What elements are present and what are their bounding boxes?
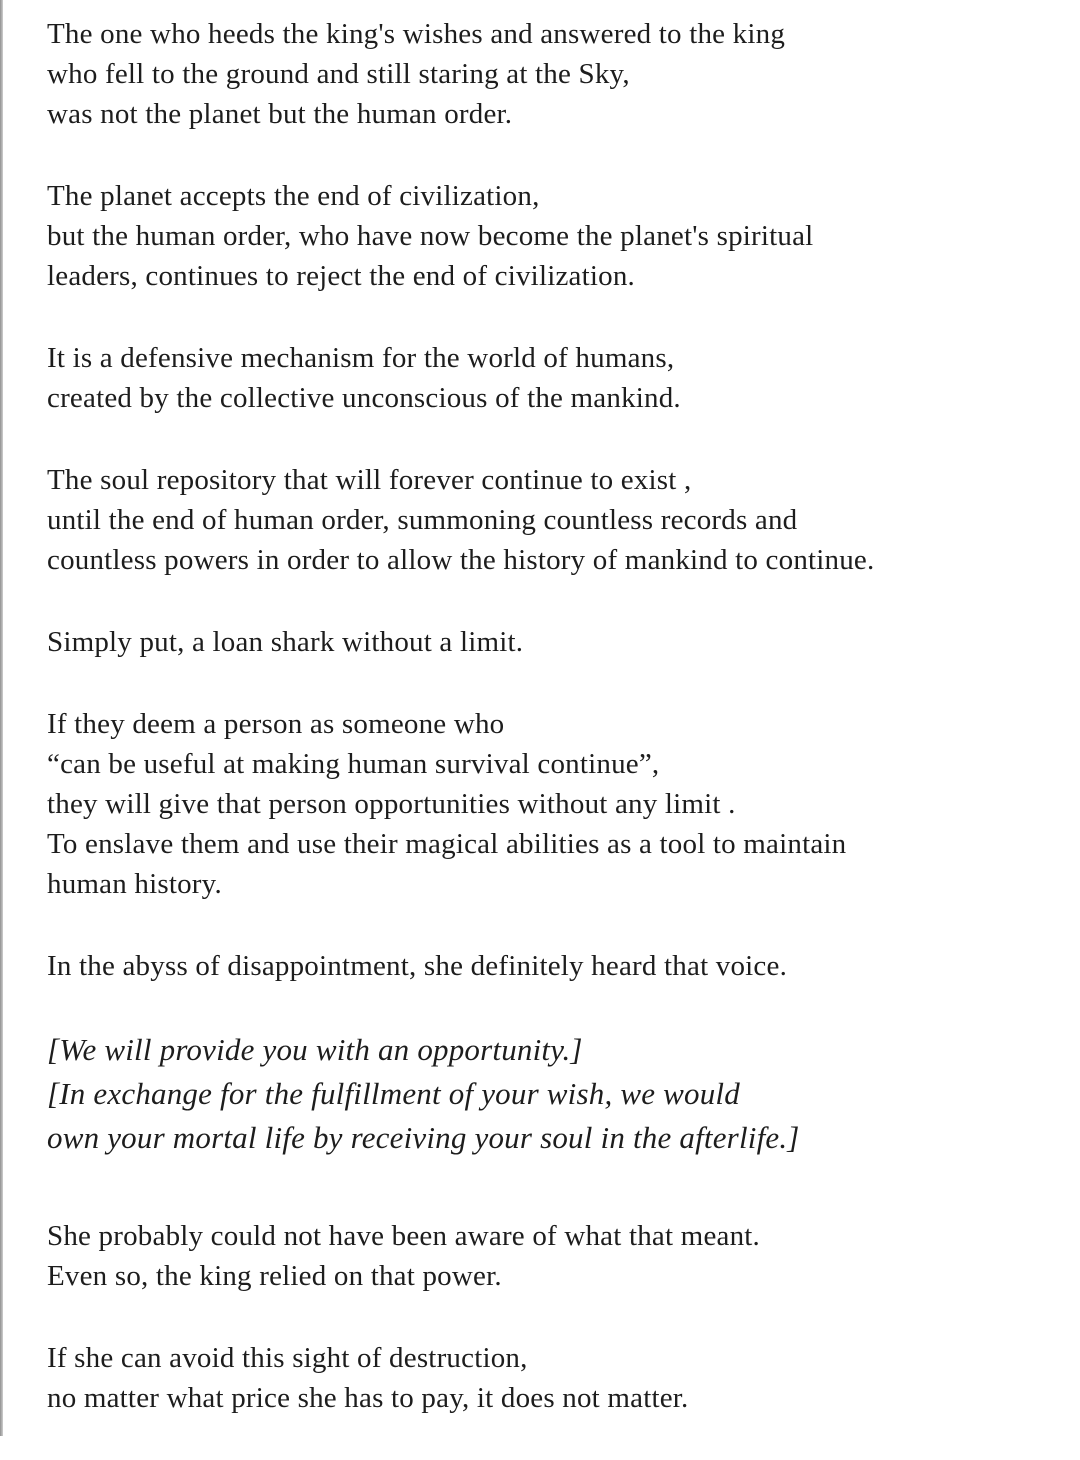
text-line: Even so, the king relied on that power. [47,1260,502,1292]
text-line: [In exchange for the fulfillment of your wish, we would [47,1076,740,1111]
paragraph [47,946,1050,986]
text-line: human history. [47,868,222,900]
text-line: [We will provide you with an opportunity.] [47,1032,583,1067]
text-line: To enslave them and use their magical abilities as a tool to maintain [47,828,847,860]
text-line: they will give that person opportunities without any limit . [47,788,736,820]
text-line: own your mortal life by receiving your soul in the afterlife.] [47,1120,800,1155]
text-line: If they deem a person as someone who [47,708,505,740]
text-line: who fell to the ground and still staring at the Sky, [47,58,630,90]
paragraph [47,14,1050,134]
text-line: until the end of human order, summoning countless records and [47,504,798,536]
quote-paragraph [47,1028,1050,1160]
text-line: countless powers in order to allow the history of mankind to continue. [47,544,875,576]
text-line: The soul repository that will forever continue to exist , [47,464,692,496]
text-line: but the human order, who have now become the planet's spiritual [47,220,814,252]
paragraph [47,704,1050,904]
page-left-edge [0,0,3,1436]
paragraph [47,1216,1050,1296]
text-line: It is a defensive mechanism for the world of humans, [47,342,675,374]
text-line: created by the collective unconscious of the mankind. [47,382,681,414]
text-line: The one who heeds the king's wishes and answered to the king [47,18,786,50]
paragraph [47,176,1050,296]
paragraph [47,622,1050,662]
paragraph [47,338,1050,418]
text-line: “can be useful at making human survival continue”, [47,748,660,780]
text-line: In the abyss of disappointment, she definitely heard that voice. [47,950,788,982]
text-line: was not the planet but the human order. [47,98,513,130]
text-line: Simply put, a loan shark without a limit. [47,626,524,658]
document-text [47,14,1050,1460]
text-line: leaders, continues to reject the end of civilization. [47,260,635,292]
text-line: The planet accepts the end of civilization, [47,180,540,212]
text-line: She probably could not have been aware of what that meant. [47,1220,760,1252]
paragraph [47,460,1050,580]
text-line: If she can avoid this sight of destruction, [47,1342,528,1374]
text-line: no matter what price she has to pay, it does not matter. [47,1382,689,1414]
paragraph [47,1338,1050,1418]
